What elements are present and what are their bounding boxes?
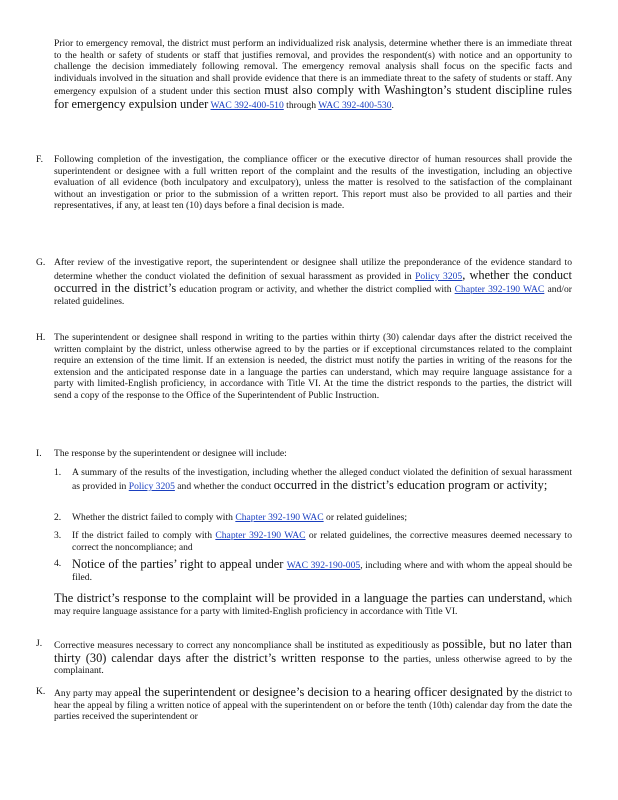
- section-g-label: G.: [36, 257, 46, 268]
- section-f-label: F.: [36, 154, 43, 165]
- section-h-text: The superintendent or designee shall respond in writing to the parties within thirty (30) calendar days after the district received the written complaint by the district, unless otherwise agreed to by the parties or if exceptional circumstances related to the complaint require an extension of the time limit. If an extension is needed, the district must notify the parties in writing of the reasons for the extension and the anticipated response date in a language the parties can understand, which may require language assistance for a party with limited-English proficiency, in accordance with Title VI. At the time the district responds to the parties, the district will send a copy of the response to the Office of the Superintendent of Public Instruction.: [54, 332, 572, 401]
- policy-3205-link[interactable]: Policy 3205: [128, 480, 175, 492]
- section-j-emphasis: possible, but no later than thirty (30) calendar days after the district’s written response to the: [54, 637, 572, 665]
- section-i-closing-emphasis: The district’s response to the complaint will be provided in a language the parties can understand,: [54, 591, 546, 605]
- section-i-intro: The response by the superintendent or designee will include:: [54, 448, 287, 459]
- item-3-number: 3.: [54, 530, 62, 541]
- item-2-text: Whether the district failed to comply with Chapter 392-190 WAC or related guidelines;: [72, 512, 408, 523]
- intro-emphasis: must also comply with Washington’s student discipline rules for emergency expulsion under: [54, 83, 572, 111]
- item-1-number: 1.: [54, 467, 62, 478]
- wac-392-190-005-link[interactable]: WAC 392-190-005: [286, 560, 361, 571]
- section-i-closing: The district’s response to the complaint will be provided in a language the parties can understand, which may require language assistance for a party with limited-English proficiency in accordance with Title VI.: [54, 591, 572, 617]
- section-g-paragraph: After review of the investigative report, the superintendent or designee shall utilize the preponderance of the evidence standard to determine whether the conduct violated the definition of sexual harassment as provided in Policy 3205, whether the conduct occurred in the district’s education program or activity, and whether the district complied with Chapter 392-190 WAC and/or related guidelines.: [54, 257, 572, 307]
- chapter-392-190-link[interactable]: Chapter 392-190 WAC: [215, 530, 306, 541]
- section-k-label: K.: [36, 686, 46, 697]
- intro-through: through: [283, 99, 319, 111]
- wac-510-link[interactable]: WAC 392-400-510: [210, 99, 284, 111]
- section-j-paragraph: Corrective measures necessary to correct any noncompliance shall be instituted as expeditiously as possible, but no later than thirty (30) calendar days after the district’s written response to the parties, unless otherwise agreed to by the complainant.: [54, 637, 573, 677]
- intro-text: Prior to emergency removal, the district must perform an individualized risk analysis, determine whether there is an immediate threat to the health or safety of students or staff that justifies removal, and provides the respondent(s) with notice and an opportunity to challenge the decision immediately following removal. The emergency removal analysis shall focus on the specific facts and individuals involved in the situation and shall provide evidence that there is an immediate threat to the safety of students or staff. Any emergency expulsion of a student under this section: [54, 38, 572, 98]
- wac-530-link[interactable]: WAC 392-400-530: [318, 99, 392, 111]
- item-2-number: 2.: [54, 512, 62, 523]
- item-3-text: If the district failed to comply with Chapter 392-190 WAC or related guidelines, the corrective measures deemed necessary to correct the noncompliance; and: [72, 530, 572, 553]
- policy-3205-link[interactable]: Policy 3205: [415, 270, 463, 282]
- item-1-emphasis: occurred in the district’s education program or activity;: [273, 477, 548, 492]
- section-g-emphasis: , whether the conduct occurred in the district’s: [54, 267, 572, 296]
- section-k-emphasis: al the superintendent or designee’s decision to a hearing officer designated by: [132, 685, 519, 699]
- chapter-392-190-link[interactable]: Chapter 392-190 WAC: [235, 512, 324, 523]
- intro-paragraph: Prior to emergency removal, the district must perform an individualized risk analysis, determine whether there is an immediate threat to the health or safety of students or staff that justifies removal, and provides the respondent(s) with notice and an opportunity to challenge the decision immediately following removal. The emergency removal analysis shall focus on the specific facts and individuals involved in the situation and shall provide evidence that there is an immediate threat to the safety of students or staff. Any emergency expulsion of a student under this section must also comply with Washington’s student discipline rules for emergency expulsion under WAC 392-400-510 through WAC 392-400-530.: [54, 38, 572, 111]
- item-1-text: A summary of the results of the investigation, including whether the alleged conduct violated the definition of sexual harassment as provided in Policy 3205 and whether the conduct occurred in the district’s education program or activity;: [72, 467, 572, 492]
- section-k-paragraph: Any party may appeal the superintendent or designee’s decision to a hearing officer designated by the district to hear the appeal by filing a written notice of appeal with the superintendent on or before the tenth (10th) calendar day from the date the parties received the superintendent or: [54, 685, 572, 723]
- section-j-label: J.: [36, 638, 43, 649]
- section-h-label: H.: [36, 332, 46, 343]
- item-4-number: 4.: [54, 558, 62, 569]
- chapter-392-190-link[interactable]: Chapter 392-190 WAC: [454, 284, 545, 296]
- item-4-text: Notice of the parties’ right to appeal under WAC 392-190-005, including where and with whom the appeal should be filed.: [72, 557, 572, 583]
- section-i-label: I.: [36, 448, 42, 459]
- section-f-text: Following completion of the investigation, the compliance officer or the executive director of human resources shall provide the superintendent or designee with a full written report of the complaint and the results of the investigation, including an objective evaluation of all evidence (both inculpatory and exculpatory), unless the matter is resolved to the satisfaction of the complainant without an investigation or prior to the submission of a written report. This report must also be provided to all parties and their representatives, if any, at least ten (10) days before a final decision is made.: [54, 154, 572, 212]
- item-4-emphasis: Notice of the parties’ right to appeal under: [72, 557, 287, 571]
